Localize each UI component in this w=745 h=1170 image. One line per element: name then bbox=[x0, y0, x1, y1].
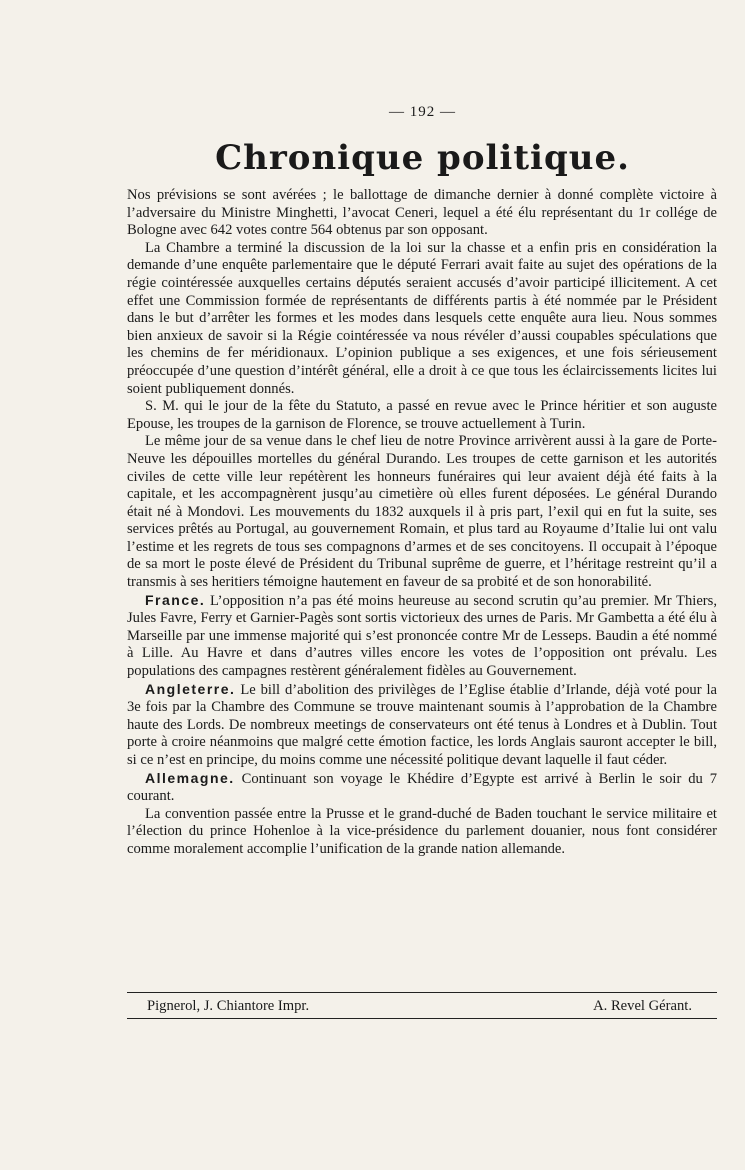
paragraph-text: S. M. qui le jour de la fête du Statuto, a passé en revue avec le Prince héritier et son auguste Epouse, les troupes de la garnison de Florence, se trouve actuellement à Turin. bbox=[127, 398, 717, 432]
printer-credit: Pignerol, J. Chiantore Impr. bbox=[147, 998, 310, 1014]
paragraph-text: Le même jour de sa venue dans le chef lieu de notre Province arrivèrent aussi à la gare de Porte-Neuve les dépouilles mortelles du général Durando. Les troupes de cette garnison et les autorités civiles de cette ville leur repétèrent les honneurs funéraires qui leur avaient déjà été faits à la capitale, et les accompagnèrent jusqu’au cimetière où elles furent déposées. Le général Durando était né à Mondovi. Les mouvements du 1832 auxquels il à pris part, l’exil qui en fut la suite, ses services prêtés au Portugal, au gouvernement Romain, et plus tard au Royaume d’Italie lui ont valu l’estime et les regrets de tous ses compagnons d’armes et de ses concitoyens. Il occupait à l’époque de sa mort le poste élevé de Président du Tribunal suprême de guerre, et l’héritage restreint qu’il a transmis à ses heritiers témoigne hautement en faveur de sa probité et de son honorabilité. bbox=[127, 433, 717, 591]
paragraph-france bbox=[127, 592, 717, 681]
article-body bbox=[127, 187, 717, 859]
footer bbox=[147, 998, 692, 1015]
paragraph-text: Continuant son voyage le Khédire d’Egypte est arrivé à Berlin le soir du 7 courant. bbox=[127, 770, 717, 805]
paragraph bbox=[127, 433, 717, 591]
country-heading: Allemagne. bbox=[145, 769, 235, 786]
footer-rule-bottom bbox=[127, 1018, 717, 1019]
paragraph-text: La Chambre a terminé la discussion de la loi sur la chasse et a enfin pris en considération la demande d’une enquête parlementaire que le député Ferrari avait faite au sujet des opérations de la régie cointéressée auxquelles certains députés seraient accusés d’avoir participé illicitement. A cet effet une Commission formée de représentants de différents partis à été nommée par le Président dans le but d’arrêter les formes et les modes dans lesquels cette enquête aura lieu. Nous sommes bien anxieux de savoir si la Régie cointéressée va nous révéler d’aussi coupables spéculations que les chemins de fer méridionaux. L’opinion publique a ses exigences, et une fois sérieusement préoccupée d’une question d’intérêt général, elle a droit à ce que tous les éclaircissements licites lui soient publiquement donnés. bbox=[127, 239, 717, 397]
manager-credit: A. Revel Gérant. bbox=[593, 998, 692, 1014]
country-heading: France. bbox=[145, 591, 206, 608]
paragraph-angleterre bbox=[127, 681, 717, 770]
paragraph bbox=[127, 398, 717, 433]
paragraph bbox=[127, 806, 717, 859]
paragraph bbox=[127, 240, 717, 398]
footer-rule-top bbox=[127, 992, 717, 993]
country-heading: Angleterre. bbox=[145, 680, 236, 697]
paragraph-allemagne bbox=[127, 770, 717, 806]
paragraph-text: Le bill d’abolition des privilèges de l’Eglise établie d’Irlande, déjà voté pour la 3e fois par la Chambre des Commune se trouve maintenant soumis à l’approbation de la Chambre haute des Lords. De nombreux meetings de conservateurs ont été tenus à Londres et à Dublin. Tout porte à croire néanmoins que malgré cette émotion factice, les lords Anglais sauront accepter le bill, si ce n’est en principe, du moins comme une nécessité politique devant laquelle il faut céder. bbox=[127, 681, 717, 768]
page-title: Chronique politique. bbox=[215, 138, 630, 178]
page-number: — 192 — bbox=[389, 104, 456, 120]
paragraph-text: La convention passée entre la Prusse et le grand-duché de Baden touchant le service militaire et l’élection du prince Hohenloe à la vice-présidence du parlement douanier, nous font considérer comme moralement accomplie l’unification de la grande nation allemande. bbox=[127, 805, 717, 857]
paragraph bbox=[127, 187, 717, 240]
paragraph-text: L’opposition n’a pas été moins heureuse au second scrutin qu’au premier. Mr Thiers, Jules Favre, Ferry et Garnier-Pagès sont sortis victorieux des urnes de Paris. Mr Gambetta a été élu à Marseille par une immense majorité qui s’est prononcée contre Mr de Lesseps. Baudin a été nommé à Lille. Au Havre et dans d’autres villes encore les votes de l’opposition ont prévalu. Les populations des campagnes restèrent généralement fidèles au Gouvernement. bbox=[127, 592, 717, 680]
paragraph-text: Nos prévisions se sont avérées ; le ballottage de dimanche dernier à donné complète victoire à l’adversaire du Ministre Minghetti, l’avocat Ceneri, lequel a été élu représentant du 1r collége de Bologne avec 642 votes contre 564 obtenus par son opposant. bbox=[127, 187, 717, 239]
